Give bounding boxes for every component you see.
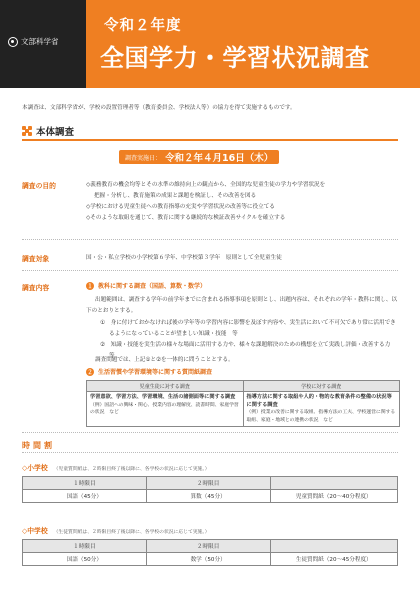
- purpose-item: ◇義務教育の機会均等とその水準の維持向上の観点から、全国的な児童生徒の学力や学習状況を: [86, 182, 326, 188]
- timetable-cell: 国語（45分）: [23, 490, 147, 503]
- page-title: 全国学力・学習状況調査: [100, 44, 370, 72]
- purpose-list: [86, 180, 400, 224]
- timetable-cell: 国語（50分）: [23, 553, 147, 566]
- content-label: 調査内容: [22, 284, 50, 292]
- questionnaire-table: [86, 380, 400, 427]
- divider: [22, 432, 398, 433]
- ministry-logo: [8, 36, 59, 47]
- purpose-item: ◇そのような取組を通じて、教育に関する継続的な検証改善サイクルを確立する: [86, 215, 286, 221]
- cell-heading: 学習意欲、学習方法、学習環境、生活の諸側面等に関する調査: [90, 394, 236, 400]
- period-header: [270, 540, 398, 553]
- survey-date: 令和２年４月16日（木）: [165, 153, 274, 164]
- section-heading: [22, 124, 74, 138]
- elementary-timetable: [22, 476, 398, 503]
- timetable-cell: 児童質問紙（20～40分程度）: [270, 490, 398, 503]
- table-header: 学校に対する調査: [243, 381, 400, 392]
- date-prefix: 調査実施日：: [125, 154, 162, 162]
- divider: [22, 270, 398, 271]
- period-header: [270, 477, 398, 490]
- table-cell: [87, 392, 244, 427]
- junior-timetable: [22, 539, 398, 566]
- number-badge: ２: [87, 369, 93, 376]
- section-title: 本体調査: [36, 127, 75, 138]
- period-header: １時限目: [23, 477, 147, 490]
- target-label: 調査対象: [22, 255, 50, 263]
- purpose-item: ◇学校における児童生徒への教育指導の充実や学習状況の改善等に役立てる: [86, 204, 275, 210]
- header-logo-panel: [0, 0, 86, 88]
- scope-item-2: ② 知識・技能を実生活の様々な場面に活用する力や、様々な課題解決のための構想を立て実践し評価・改善する力 等: [100, 342, 396, 359]
- table-cell: [243, 392, 400, 427]
- integration-note: 調査問題では、上記①と②を一体的に問うこととする。: [95, 357, 234, 363]
- scope-paragraph: 出題範囲は、調査する学年の前学年までに含まれる指導事項を原則とし、出題内容は、それぞれの学年・教科に関し、以下のとおりとする。: [86, 297, 398, 314]
- ministry-emblem-icon: [8, 37, 18, 47]
- school-name: ◇小学校: [22, 464, 48, 472]
- subheading-text: 生活習慣や学習環境等に関する質問紙調査: [98, 369, 213, 376]
- purpose-item-cont: 把握・分析し、教育施策の成果と課題を検証し、その改善を図る: [94, 193, 257, 199]
- timetable-cell: 生徒質問紙（20～45分程度）: [270, 553, 398, 566]
- timetable-cell: 数学（50分）: [146, 553, 270, 566]
- elementary-heading: [22, 462, 210, 472]
- ministry-name: 文部科学省: [21, 37, 59, 46]
- cell-note: （例）国語への興味・関心、授業内容の理解度、読書時間、家庭学習の状況 など: [90, 402, 239, 415]
- header-band: [0, 0, 420, 88]
- cell-heading: 指導方法に関する取組や人的・物的な教育条件の整備の状況等に関する調査: [246, 394, 392, 408]
- divider: [22, 452, 398, 453]
- subheading-text: 教科に関する調査（国語、算数・数学）: [98, 283, 207, 290]
- timetable-cell: 算数（45分）: [146, 490, 270, 503]
- purpose-label: 調査の目的: [22, 182, 56, 190]
- divider: [22, 239, 398, 240]
- flower-icon: [22, 126, 32, 136]
- survey-year: 令和２年度: [104, 18, 182, 34]
- period-header: １時限目: [23, 540, 147, 553]
- number-badge: １: [87, 283, 93, 290]
- timetable-heading: 時間割: [22, 441, 55, 450]
- intro-text: 本調査は、文部科学省が、学校の設置管理者等（教育委員会、学校法人等）の協力を得て実施するものです。: [22, 105, 296, 111]
- section-underline: [22, 139, 398, 141]
- scope-item-1: ① 身に付けておかなければ後の学年等の学習内容に影響を及ぼす内容や、実生活において不可欠であり常に活用できるようになっていることが望ましい知識・技能 等: [100, 320, 396, 337]
- table-header: 児童生徒に対する調査: [87, 381, 244, 392]
- subheading-questionnaire: [86, 367, 212, 376]
- target-text: 国・公・私立学校の小学校第６学年、中学校第３学年 原則として全児童生徒: [86, 255, 282, 261]
- school-note: （生徒質問紙は、２時限目終了後以降に、各学校の状況に応じて実施。）: [53, 530, 210, 535]
- junior-heading: [22, 525, 210, 535]
- period-header: ２時限目: [146, 540, 270, 553]
- subheading-subjects: [86, 281, 206, 290]
- school-note: （児童質問紙は、２時限目終了後以降に、各学校の状況に応じて実施。）: [53, 467, 210, 472]
- school-name: ◇中学校: [22, 527, 48, 535]
- period-header: ２時限目: [146, 477, 270, 490]
- cell-note: （例）授業の改善に関する取組、指導方法の工夫、学校運営に関する取組、家庭・地域との連携の状況 など: [246, 410, 396, 423]
- date-banner: [119, 150, 279, 164]
